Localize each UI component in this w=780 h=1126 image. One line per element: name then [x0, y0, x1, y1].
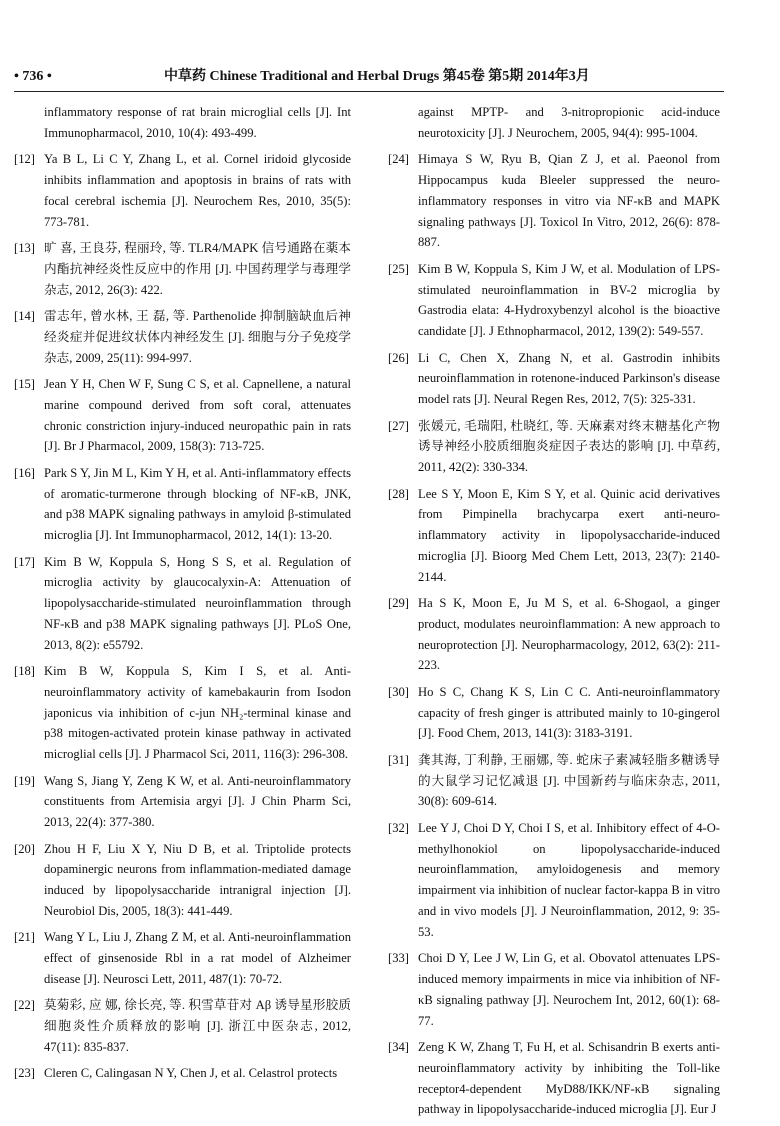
reference-number: [23]	[14, 1066, 35, 1081]
running-header	[14, 66, 724, 88]
reference-number: [18]	[14, 664, 35, 679]
reference-text: inflammatory response of rat brain microglial cells [J]. Int Immunopharmacol, 2010, 10(4): 493-499.	[44, 105, 351, 140]
reference-number: [30]	[388, 684, 409, 699]
reference-number: [20]	[14, 841, 35, 856]
reference-text: 龚其海, 丁利静, 王丽娜, 等. 蛇床子素减轻脂多糖诱导的大鼠学习记忆减退 [J]. 中国新药与临床杂志, 2011, 30(8): 609-614.	[418, 752, 720, 809]
reference-number: [26]	[388, 350, 409, 365]
reference-entry	[14, 149, 351, 232]
reference-number: [22]	[14, 998, 35, 1013]
reference-text: Li C, Chen X, Zhang N, et al. Gastrodin inhibits neuroinflammation in rotenone-induced Parkinson's disease model rats [J]. Neural Regen Res, 2012, 7(5): 325-331.	[418, 350, 720, 407]
reference-entry	[14, 306, 351, 368]
reference-number: [17]	[14, 554, 35, 569]
reference-text: Zeng K W, Zhang T, Fu H, et al. Schisandrin B exerts anti-neuroinflammatory activity by inhibiting the Toll-like receptor4-dependent MyD88/IKK/NF-κB signaling pathway in lipopolysaccharide-induced microglia [J]. Eur J	[418, 1040, 720, 1117]
reference-text: Cleren C, Calingasan N Y, Chen J, et al. Celastrol protects	[44, 1066, 338, 1081]
reference-entry	[388, 348, 720, 410]
reference-text: Ho S C, Chang K S, Lin C C. Anti-neuroinflammatory capacity of fresh ginger is attributed mainly to 10-gingerol [J]. Food Chem, 2013, 141(3): 3183-3191.	[418, 684, 720, 741]
reference-entry	[14, 1063, 351, 1084]
reference-entry	[388, 818, 720, 943]
reference-text: Jean Y H, Chen W F, Sung C S, et al. Capnellene, a natural marine compound derived from soft coral, attenuates chronic constriction injury-induced neuropathic pain in rats [J]. Br J Pharmacol, 2009, 158(3): 713-725.	[44, 376, 351, 454]
reference-entry	[388, 750, 720, 812]
reference-entry	[14, 552, 351, 656]
reference-text: against MPTP- and 3-nitropropionic acid-induce neurotoxicity [J]. J Neurochem, 2005, 94(4): 995-1004.	[418, 105, 720, 140]
reference-number: [14]	[14, 308, 35, 323]
reference-column-left	[14, 102, 351, 1090]
reference-text: Choi D Y, Lee J W, Lin G, et al. Obovatol attenuates LPS-induced memory impairments in mice via inhibition of NF-κB signaling pathway [J]. Neurochem Int, 2012, 60(1): 68-77.	[418, 951, 720, 1028]
reference-entry	[388, 484, 720, 588]
reference-number: [13]	[14, 240, 35, 255]
reference-text: Kim B W, Koppula S, Kim I S, et al. Anti-neuroinflammatory activity of kamebakaurin from Isodon japonicus via inhibition of c-jun NH₂-terminal kinase and p38 mitogen-activated protein kinase pathway in activated microglial cells [J]. J Pharmacol Sci, 2011, 116(3): 296-308.	[44, 664, 351, 762]
reference-text: Kim B W, Koppula S, Kim J W, et al. Modulation of LPS-stimulated neuroinflammation in BV-2 microglia by Gastrodia elata: 4-Hydroxybenzyl alcohol is the bioactive candidate [J]. J Ethnopharmacol, 2012, 139(2): 549-557.	[418, 261, 720, 339]
reference-number: [21]	[14, 930, 35, 945]
reference-number: [15]	[14, 376, 35, 391]
reference-entry	[388, 416, 720, 478]
reference-entry	[14, 839, 351, 922]
reference-entry	[388, 102, 720, 144]
reference-text: 莫菊彩, 应 娜, 徐长亮, 等. 积雪草苷对 Aβ 诱导星形胶质细胞炎性介质释放的影响 [J]. 浙江中医杂志, 2012, 47(11): 835-837.	[44, 998, 351, 1054]
journal-title: 中草药 Chinese Traditional and Herbal Drugs 第45卷 第5期 2014年3月	[164, 69, 590, 84]
reference-entry	[388, 948, 720, 1031]
reference-number: [29]	[388, 596, 409, 611]
reference-text: Ha S K, Moon E, Ju M S, et al. 6-Shogaol, a ginger product, modulates neuroinflammation: A new approach to neuroprotection [J]. Neuropharmacology, 2012, 63(2): 211-223.	[418, 596, 720, 673]
reference-text: Zhou H F, Liu X Y, Niu D B, et al. Triptolide protects dopaminergic neurons from inflammation-mediated damage induced by lipopolysaccharide intranigral injection [J]. Neurobiol Dis, 2005, 18(3): 441-449.	[44, 841, 351, 919]
reference-text: 张媛元, 毛瑞阳, 杜晓红, 等. 天麻素对终末糖基化产物诱导神经小胶质细胞炎症因子表达的影响 [J]. 中草药, 2011, 42(2): 330-334.	[418, 418, 720, 475]
reference-number: [28]	[388, 486, 409, 501]
reference-number: [12]	[14, 152, 35, 167]
reference-text: Lee Y J, Choi D Y, Choi I S, et al. Inhibitory effect of 4-O-methylhonokiol on lipopolysaccharide-induced neuroinflammation, amyloidogenesis and memory impairment via inhibition of nuclear factor-kappa B in vitro and in vivo models [J]. J Neuroinflammation, 2012, 9: 35-53.	[418, 820, 720, 939]
reference-entry	[14, 102, 351, 144]
reference-number: [16]	[14, 465, 35, 480]
page-number: • 736 •	[14, 69, 52, 84]
reference-entry	[14, 238, 351, 300]
reference-number: [24]	[388, 152, 409, 167]
reference-text: Ya B L, Li C Y, Zhang L, et al. Cornel iridoid glycoside inhibits inflammation and apoptosis in brains of rats with focal cerebral ischemia [J]. Neurochem Res, 2010, 35(5): 773-781.	[44, 152, 351, 229]
reference-entry	[14, 771, 351, 833]
reference-entry	[14, 661, 351, 765]
reference-entry	[14, 463, 351, 546]
reference-number: [19]	[14, 773, 35, 788]
reference-entry	[388, 149, 720, 253]
reference-text: 雷志年, 曾水林, 王 磊, 等. Parthenolide 抑制脑缺血后神经炎症并促进纹状体内神经发生 [J]. 细胞与分子免疫学杂志, 2009, 25(11): 994-997.	[44, 308, 351, 365]
reference-number: [34]	[388, 1040, 409, 1054]
reference-number: [25]	[388, 261, 409, 276]
reference-entry	[388, 682, 720, 744]
reference-text: Wang Y L, Liu J, Zhang Z M, et al. Anti-neuroinflammation effect of ginsenoside Rbl in a rat model of Alzheimer disease [J]. Neurosci Lett, 2011, 487(1): 70-72.	[44, 930, 351, 987]
reference-text: Park S Y, Jin M L, Kim Y H, et al. Anti-inflammatory effects of aromatic-turmerone through blocking of NF-κB, JNK, and p38 MAPK signaling pathways in amyloid β-stimulated microglia [J]. Int Immunopharmacol, 2012, 14(1): 13-20.	[44, 465, 351, 543]
reference-column-right	[388, 102, 720, 1126]
reference-entry	[388, 1037, 720, 1120]
reference-text: Kim B W, Koppula S, Hong S S, et al. Regulation of microglia activity by glaucocalyxin-A: Attenuation of lipopolysaccharide-stimulated neuroinflammation through NF-κB and p38 MAPK signaling pathways [J]. PLoS One, 2013, 8(2): e55792.	[44, 554, 351, 652]
reference-text: Lee S Y, Moon E, Kim S Y, et al. Quinic acid derivatives from Pimpinella brachycarpa exert anti-neuro-inflammatory activity in lipopolysaccharide-induced microglia [J]. Bioorg Med Chem Lett, 2013, 23(7): 2140-2144.	[418, 486, 720, 584]
reference-number: [31]	[388, 752, 409, 767]
reference-entry	[388, 593, 720, 676]
reference-entry	[14, 995, 351, 1057]
reference-entry	[388, 259, 720, 342]
reference-number: [33]	[388, 951, 409, 966]
reference-text: 旷 喜, 王良芬, 程丽玲, 等. TLR4/MAPK 信号通路在薬本内酯抗神经炎性反应中的作用 [J]. 中国药理学与毒理学杂志, 2012, 26(3): 422.	[44, 240, 351, 297]
reference-entry	[14, 927, 351, 989]
reference-number: [27]	[388, 418, 409, 433]
reference-number: [32]	[388, 820, 409, 835]
header-rule	[14, 91, 724, 92]
reference-text: Wang S, Jiang Y, Zeng K W, et al. Anti-neuroinflammatory constituents from Artemisia argyi [J]. J Chin Pharm Sci, 2013, 22(4): 377-380.	[44, 773, 351, 830]
reference-entry	[14, 374, 351, 457]
reference-text: Himaya S W, Ryu B, Qian Z J, et al. Paeonol from Hippocampus kuda Bleeler suppressed the neuro-inflammatory responses in vitro via NF-κB and MAPK signaling pathways [J]. Toxicol In Vitro, 2012, 26(6): 878-887.	[418, 152, 720, 250]
